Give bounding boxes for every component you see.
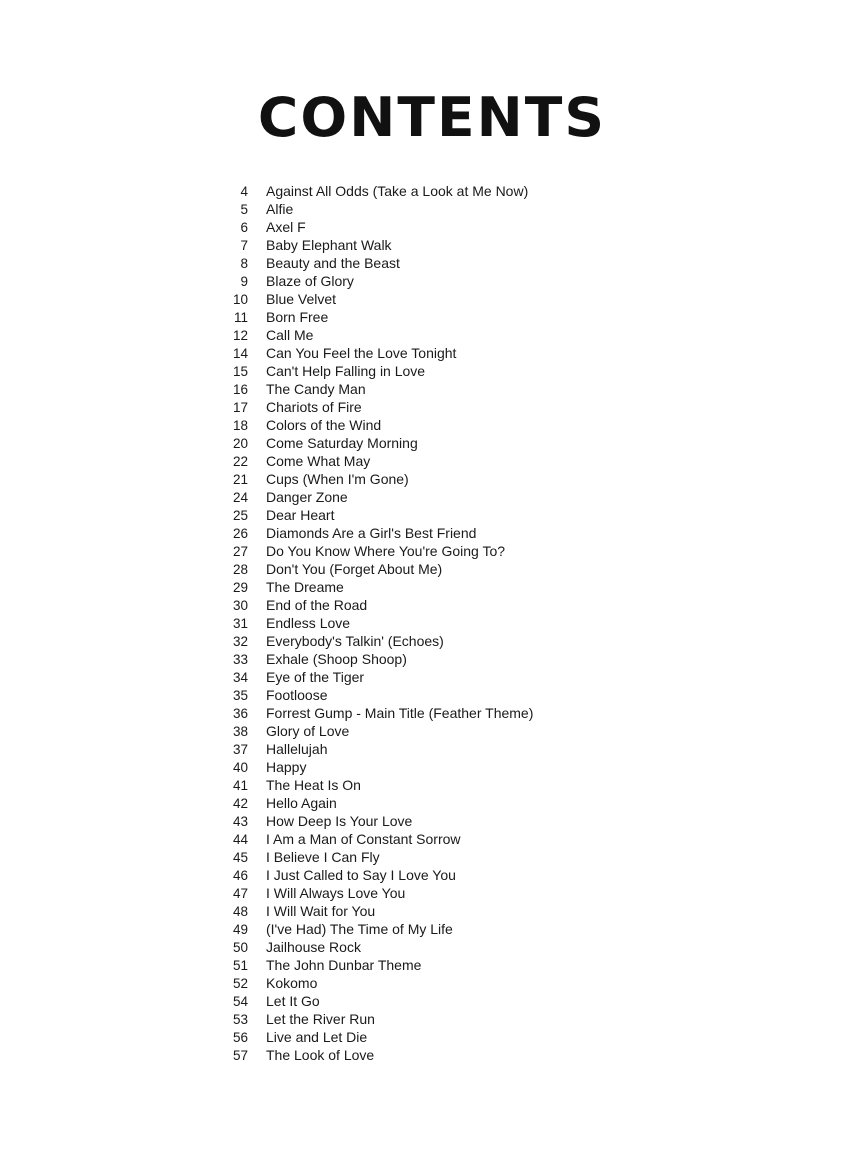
toc-entry[interactable] [222,326,642,344]
toc-entry-page: 10 [232,292,248,307]
toc-entry-title: Alfie [266,201,294,217]
toc-entry[interactable] [222,920,642,938]
toc-entry[interactable] [222,866,642,884]
toc-entry-page: 6 [240,220,248,235]
toc-entry-title: Come What May [266,453,371,469]
toc-entry-title: Diamonds Are a Girl's Best Friend [266,525,477,541]
toc-entry[interactable] [222,290,642,308]
toc-entry[interactable] [222,902,642,920]
toc-entry-title: I Will Wait for You [266,903,376,919]
toc-entry-page: 44 [232,832,248,847]
toc-entry[interactable] [222,740,642,758]
toc-entry-page: 52 [232,976,248,991]
toc-entry-title: I Just Called to Say I Love You [266,867,456,883]
toc-entry[interactable] [222,974,642,992]
toc-entry[interactable] [222,362,642,380]
toc-entry[interactable] [222,848,642,866]
toc-entry[interactable] [222,218,642,236]
toc-entry-page: 14 [232,346,248,361]
toc-entry[interactable] [222,560,642,578]
toc-entry[interactable] [222,686,642,704]
toc-entry-title: How Deep Is Your Love [266,813,413,829]
toc-entry-page: 24 [232,490,248,505]
toc-entry-title: Come Saturday Morning [266,435,418,451]
toc-entry[interactable] [222,794,642,812]
toc-entry-title: Let It Go [266,993,320,1009]
toc-entry[interactable] [222,650,642,668]
toc-entry[interactable] [222,542,642,560]
toc-entry-title: Footloose [266,687,328,703]
toc-entry-title: Don't You (Forget About Me) [266,561,443,577]
toc-entry-page: 35 [232,688,248,703]
toc-entry-page: 28 [232,562,248,577]
toc-entry[interactable] [222,704,642,722]
toc-entry[interactable] [222,236,642,254]
toc-entry[interactable] [222,416,642,434]
toc-entry[interactable] [222,776,642,794]
toc-entry-title: The Look of Love [266,1047,375,1063]
toc-entry[interactable] [222,380,642,398]
toc-entry-title: Dear Heart [266,507,335,523]
toc-list [222,182,642,1064]
toc-entry-page: 40 [232,760,248,775]
toc-entry-title: Blaze of Glory [266,273,354,289]
toc-entry[interactable] [222,452,642,470]
toc-entry-page: 8 [240,256,248,271]
toc-entry-page: 12 [232,328,248,343]
toc-entry[interactable] [222,956,642,974]
toc-entry-page: 43 [232,814,248,829]
toc-entry[interactable] [222,182,642,200]
toc-entry-title: Chariots of Fire [266,399,362,415]
toc-entry[interactable] [222,830,642,848]
toc-entry-page: 45 [232,850,248,865]
toc-entry-page: 48 [232,904,248,919]
toc-entry[interactable] [222,722,642,740]
toc-entry-page: 51 [232,958,248,973]
toc-entry[interactable] [222,938,642,956]
toc-entry[interactable] [222,344,642,362]
toc-entry-page: 21 [232,472,248,487]
toc-entry[interactable] [222,254,642,272]
toc-entry-page: 47 [232,886,248,901]
toc-entry-title: Jailhouse Rock [266,939,361,955]
toc-entry-page: 16 [232,382,248,397]
toc-entry[interactable] [222,596,642,614]
toc-entry-title: Hallelujah [266,741,328,757]
toc-entry-title: Kokomo [266,975,318,991]
toc-entry-page: 50 [232,940,248,955]
toc-entry[interactable] [222,434,642,452]
toc-entry-title: Happy [266,759,307,775]
toc-entry-title: The Candy Man [266,381,366,397]
toc-entry-title: Baby Elephant Walk [266,237,392,253]
toc-entry-page: 36 [232,706,248,721]
toc-entry[interactable] [222,524,642,542]
toc-entry-page: 46 [232,868,248,883]
toc-entry-page: 7 [240,238,248,253]
toc-entry-page: 42 [232,796,248,811]
toc-entry-title: Call Me [266,327,314,343]
toc-entry[interactable] [222,506,642,524]
toc-entry-page: 49 [232,922,248,937]
toc-entry-page: 38 [232,724,248,739]
toc-entry[interactable] [222,992,642,1010]
toc-entry[interactable] [222,758,642,776]
toc-entry-page: 26 [232,526,248,541]
toc-entry-page: 56 [232,1030,248,1045]
toc-entry-title: Can't Help Falling in Love [266,363,426,379]
toc-entry-page: 22 [232,454,248,469]
toc-entry-title: Against All Odds (Take a Look at Me Now) [266,183,529,199]
toc-entry-title: Live and Let Die [266,1029,368,1045]
toc-entry-title: Do You Know Where You're Going To? [266,543,506,559]
toc-entry-title: Cups (When I'm Gone) [266,471,409,487]
toc-entry[interactable] [222,488,642,506]
table-of-contents [0,182,864,1064]
toc-entry-title: I Will Always Love You [266,885,406,901]
toc-entry-page: 17 [232,400,248,415]
toc-entry[interactable] [222,272,642,290]
toc-entry-title: Forrest Gump - Main Title (Feather Theme) [266,705,534,721]
toc-entry[interactable] [222,668,642,686]
toc-entry[interactable] [222,308,642,326]
toc-entry-title: Danger Zone [266,489,348,505]
toc-entry-title: I Believe I Can Fly [266,849,380,865]
toc-entry[interactable] [222,1010,642,1028]
toc-entry-page: 37 [232,742,248,757]
toc-entry-title: Colors of the Wind [266,417,382,433]
toc-entry-page: 25 [232,508,248,523]
toc-entry-title: I Am a Man of Constant Sorrow [266,831,461,847]
toc-entry[interactable] [222,398,642,416]
toc-entry-title: The Dreame [266,579,344,595]
toc-entry-title: Beauty and the Beast [266,255,400,271]
toc-entry-title: The Heat Is On [266,777,361,793]
toc-entry-title: Endless Love [266,615,351,631]
toc-entry-page: 20 [232,436,248,451]
toc-entry-page: 4 [240,184,248,199]
toc-entry-title: Blue Velvet [266,291,337,307]
toc-entry-title: (I've Had) The Time of My Life [266,921,453,937]
toc-entry[interactable] [222,1028,642,1046]
toc-entry[interactable] [222,578,642,596]
toc-entry-title: Exhale (Shoop Shoop) [266,651,407,667]
toc-entry-title: Can You Feel the Love Tonight [266,345,457,361]
toc-entry-title: Everybody's Talkin' (Echoes) [266,633,444,649]
toc-entry-page: 18 [232,418,248,433]
toc-entry[interactable] [222,632,642,650]
toc-entry-page: 9 [240,274,248,289]
page-title: CONTENTS [257,86,607,149]
toc-entry-page: 33 [232,652,248,667]
toc-entry[interactable] [222,614,642,632]
toc-entry-page: 30 [232,598,248,613]
toc-entry-title: The John Dunbar Theme [266,957,422,973]
toc-entry-page: 32 [232,634,248,649]
toc-entry-title: Glory of Love [266,723,350,739]
toc-entry-page: 34 [232,670,248,685]
toc-entry-page: 41 [232,778,248,793]
toc-entry[interactable] [222,470,642,488]
toc-entry-page: 29 [232,580,248,595]
toc-entry-page: 27 [232,544,248,559]
toc-entry-page: 15 [232,364,248,379]
toc-entry-title: Born Free [266,309,329,325]
toc-entry[interactable] [222,1046,642,1064]
toc-entry[interactable] [222,200,642,218]
toc-entry[interactable] [222,812,642,830]
toc-entry[interactable] [222,884,642,902]
toc-entry-page: 53 [232,1012,248,1027]
toc-entry-title: End of the Road [266,597,368,613]
toc-entry-title: Axel F [266,219,306,235]
toc-entry-page: 57 [232,1048,248,1063]
toc-entry-page: 31 [232,616,248,631]
toc-entry-title: Eye of the Tiger [266,669,365,685]
toc-entry-title: Let the River Run [266,1011,375,1027]
toc-entry-title: Hello Again [266,795,337,811]
toc-entry-page: 11 [233,310,248,325]
toc-entry-page: 54 [232,994,248,1009]
toc-entry-page: 5 [240,202,248,217]
